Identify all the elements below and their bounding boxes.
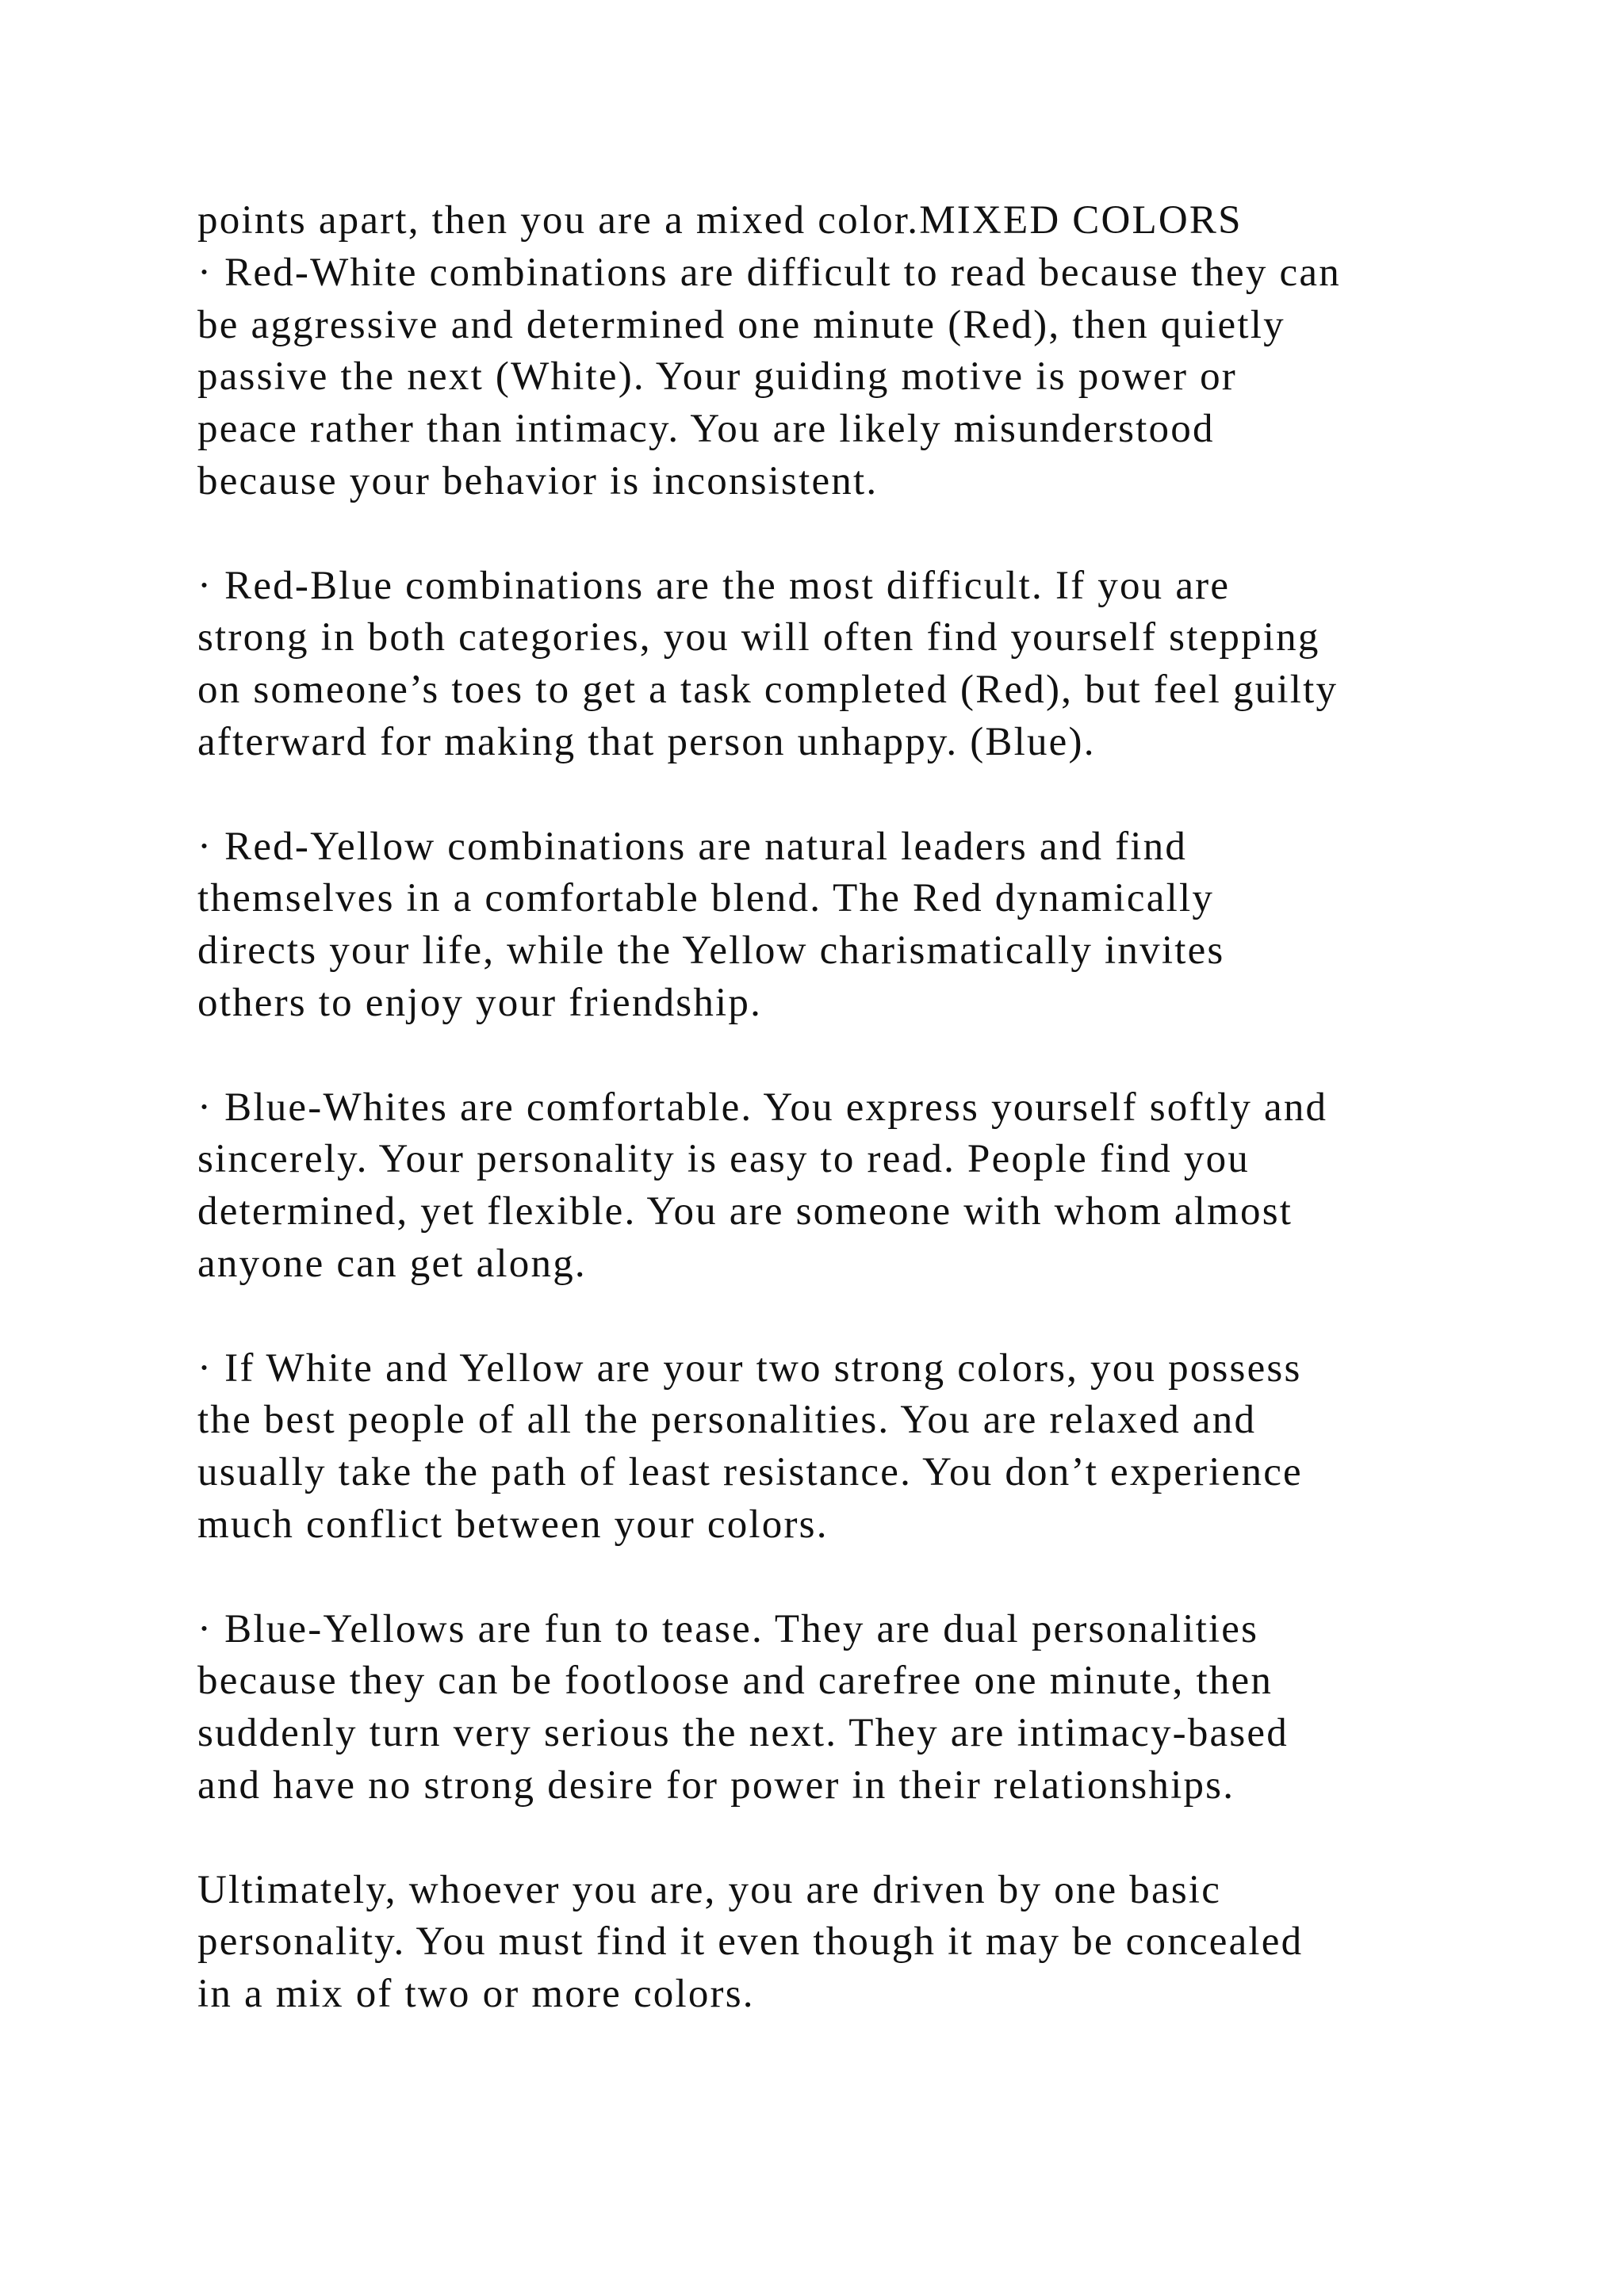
paragraph-line: themselves in a comfortable blend. The Red dynamically — [197, 876, 1215, 921]
paragraph-line: afterward for making that person unhappy. (Blue). — [197, 719, 1096, 764]
paragraph-line: strong in both categories, you will often find yourself stepping — [197, 615, 1320, 660]
paragraph-white-yellow — [197, 1343, 1506, 1552]
paragraph-line: the best people of all the personalities. You are relaxed and — [197, 1398, 1257, 1443]
paragraph-line: usually take the path of least resistance. You don’t experience — [197, 1450, 1303, 1495]
paragraph-line: determined, yet flexible. You are someone with whom almost — [197, 1189, 1293, 1234]
paragraph-gap — [197, 1291, 1506, 1343]
paragraph-line: sincerely. Your personality is easy to read. People find you — [197, 1137, 1250, 1182]
document-body — [197, 195, 1506, 2021]
paragraph-gap — [197, 508, 1506, 561]
paragraph-line: personality. You must find it even though it may be concealed — [197, 1919, 1304, 1965]
paragraph-conclusion — [197, 1865, 1506, 2021]
paragraph-blue-white — [197, 1082, 1506, 1291]
paragraph-line: in a mix of two or more colors. — [197, 1972, 755, 2017]
paragraph-line: directs your life, while the Yellow charismatically invites — [197, 928, 1225, 974]
paragraph-line: · Blue-Yellows are fun to tease. They are dual personalities — [197, 1606, 1259, 1651]
paragraph-red-blue — [197, 561, 1506, 769]
paragraph-line: and have no strong desire for power in their relationships. — [197, 1762, 1235, 1808]
intro-line: points apart, then you are a mixed color.MIXED COLORS — [197, 198, 1243, 243]
paragraph-gap — [197, 769, 1506, 821]
paragraph-line: · Red-Blue combinations are the most difficult. If you are — [197, 563, 1231, 608]
paragraph-line: on someone’s toes to get a task completed (Red), but feel guilty — [197, 668, 1339, 713]
paragraph-line: · Blue-Whites are comfortable. You express yourself softly and — [197, 1085, 1328, 1130]
paragraph-gap — [197, 1812, 1506, 1865]
paragraph-gap — [197, 1030, 1506, 1082]
paragraph-line: · Red-Yellow combinations are natural leaders and find — [197, 824, 1188, 869]
paragraph-line: · Red-White combinations are difficult to read because they can — [197, 250, 1341, 295]
paragraph-line: suddenly turn very serious the next. They are intimacy-based — [197, 1711, 1289, 1756]
paragraph-line: be aggressive and determined one minute (Red), then quietly — [197, 302, 1285, 347]
paragraph-line: anyone can get along. — [197, 1241, 587, 1286]
paragraph-line: · If White and Yellow are your two strong colors, you possess — [197, 1345, 1302, 1391]
paragraph-line: others to enjoy your friendship. — [197, 980, 763, 1025]
paragraph-line: peace rather than intimacy. You are likely misunderstood — [197, 407, 1215, 452]
paragraph-line: because your behavior is inconsistent. — [197, 458, 879, 503]
paragraph-line: much conflict between your colors. — [197, 1502, 829, 1547]
paragraph-gap — [197, 1552, 1506, 1604]
paragraph-line: Ultimately, whoever you are, you are driven by one basic — [197, 1867, 1222, 1912]
paragraph-line: because they can be footloose and carefree one minute, then — [197, 1659, 1274, 1704]
paragraph-red-yellow — [197, 821, 1506, 1030]
paragraph-line: passive the next (White). Your guiding motive is power or — [197, 354, 1237, 400]
paragraph-blue-yellow — [197, 1604, 1506, 1812]
paragraph-red-white — [197, 247, 1506, 508]
